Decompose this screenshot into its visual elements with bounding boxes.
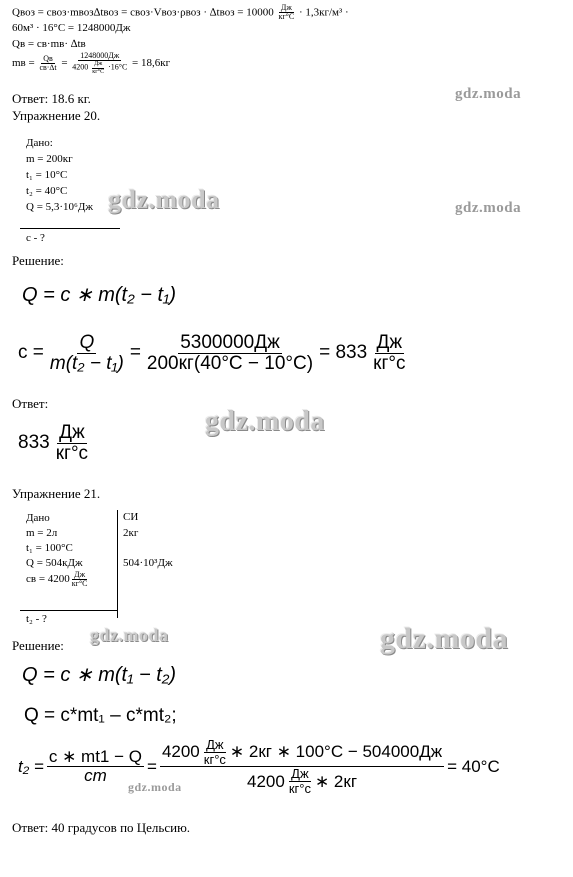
ex20-c-frac2-num: 5300000Дж xyxy=(180,332,280,353)
ex21-title: Упражнение 21. xyxy=(12,486,101,501)
eq1-value: 10000 xyxy=(246,6,274,19)
ex21-t2-frac2-den-pre: 4200 xyxy=(247,771,285,791)
ex20-c-frac1-den: m(t₂ − t₁) xyxy=(49,352,124,374)
ex21-t2-result: = 40°С xyxy=(447,756,500,776)
eq4-big-den-unit-num: Дж xyxy=(94,61,103,68)
eq3: Qв = cв·mв· ∆tв xyxy=(12,38,86,50)
ex20-c-equation xyxy=(18,333,408,374)
ex21-find: t₂ - ? xyxy=(26,613,47,625)
ex21-si-value: 2кг xyxy=(123,527,139,539)
ex20-answer-unit-num: Дж xyxy=(59,422,85,443)
eq4-frac-big xyxy=(70,52,129,75)
ex21-cv xyxy=(26,571,89,589)
ex21-formula1: Q = c ∗ m(t₁ − t₂) xyxy=(22,664,177,686)
eq4 xyxy=(12,52,170,75)
eq4-big-den-pre: 4200 xyxy=(72,63,89,73)
eq4-big-den xyxy=(70,61,129,75)
watermark: gdz.moda xyxy=(128,780,182,794)
ex21-si-value: 504·10³Дж xyxy=(123,557,173,569)
ex20-c-left: c = xyxy=(18,342,44,364)
ex21-t2-frac2-den-unit-den: кг°с xyxy=(288,780,311,796)
ex20-c-frac2-den: 200кг(40°С − 10°С) xyxy=(146,352,314,374)
eq4-left: mв = xyxy=(12,57,38,70)
ex20-c-unit-num: Дж xyxy=(376,332,403,353)
ex20-title: Упражнение 20. xyxy=(12,108,101,123)
ex20-c-eq: = xyxy=(129,342,141,364)
ex20-given xyxy=(26,135,93,215)
ex20-find: c - ? xyxy=(26,232,45,244)
ex20-solution-label: Решение: xyxy=(12,253,64,268)
watermark: gdz.moda xyxy=(108,185,220,214)
eq4-big-den-unit xyxy=(90,61,106,75)
ex21-t2-frac2-num xyxy=(160,738,444,767)
ex20-given-item: m = 200кг xyxy=(26,153,73,165)
ex21-given xyxy=(26,511,89,589)
ex21-t2-frac2-den-unit xyxy=(287,767,313,795)
ex20-c-unit xyxy=(371,333,407,374)
ex21-cv-pre: cв = 4200 xyxy=(26,573,70,586)
eq4-mid-eq: = xyxy=(61,57,71,70)
ex21-given-item: t₁ = 100°С xyxy=(26,542,73,554)
ex20-answer-label: Ответ: xyxy=(12,396,49,411)
prev-answer: Ответ: 18.6 кг. xyxy=(12,91,91,106)
ex21-given-title: Дано xyxy=(26,512,50,524)
watermark: gdz.moda xyxy=(90,625,169,645)
watermark: gdz.moda xyxy=(455,86,522,102)
ex20-answer-unit-den: кг°с xyxy=(55,442,89,464)
ex21-given-divider xyxy=(20,610,118,611)
eq1-right: · 1,3кг/м³ · xyxy=(298,6,349,19)
eq4-frac-num: Qв xyxy=(43,53,53,63)
given-divider xyxy=(20,228,120,229)
ex21-t2-frac2-den-post: ∗ 2кг xyxy=(314,771,358,791)
ex21-t2-frac1-num: c ∗ mt1 − Q xyxy=(48,747,142,767)
ex21-t2-frac2-num-unit xyxy=(202,738,228,766)
ex20-given-title: Дано: xyxy=(26,137,53,149)
ex20-answer-value: 833 xyxy=(18,432,50,454)
ex20-answer xyxy=(18,423,90,464)
ex20-c-frac1 xyxy=(48,333,126,374)
ex20-c-eq2: = 833 xyxy=(319,342,368,364)
ex21-t2-frac2-num-pre: 4200 xyxy=(161,742,200,762)
ex21-solution-label: Решение: xyxy=(12,638,64,653)
watermark: gdz.moda xyxy=(205,406,325,437)
si-vertical-divider xyxy=(117,510,118,618)
ex20-formula: Q = c ∗ m(t₂ − t₁) xyxy=(22,284,177,306)
ex21-cv-unit-num: Дж xyxy=(74,570,86,579)
ex21-t2-frac2-den-unit-num: Дж xyxy=(291,766,309,782)
watermark: gdz.moda xyxy=(455,200,522,216)
ex21-answer: Ответ: 40 градусов по Цельсию. xyxy=(12,820,191,835)
eq4-big-den-unit-den: кг°С xyxy=(92,68,105,75)
ex20-c-unit-den: кг°с xyxy=(373,352,406,374)
ex21-given-item: m = 2л xyxy=(26,527,58,539)
eq2: 60м³ · 16°С = 1248000Дж xyxy=(12,22,131,34)
eq1-unit xyxy=(277,4,297,22)
ex21-t2-frac2-num-unit-num: Дж xyxy=(206,737,224,752)
eq4-result: = 18,6кг xyxy=(132,57,171,70)
eq4-frac-den: cв·∆t xyxy=(39,62,57,72)
watermark: gdz.moda xyxy=(380,622,509,655)
ex20-c-frac1-num: Q xyxy=(79,332,95,353)
ex21-t2-frac2-den xyxy=(245,767,359,795)
ex21-t2-frac2-num-unit-den: кг°с xyxy=(203,751,226,767)
eq4-big-den-post: ·16°С xyxy=(108,63,128,73)
ex20-given-item: Q = 5,3·10⁶Дж xyxy=(26,201,93,213)
eq4-big-num: 1248000Дж xyxy=(80,51,120,60)
ex21-t2-equation xyxy=(18,738,500,796)
ex21-cv-unit xyxy=(70,571,90,589)
ex20-given-item: t₁ = 10°С xyxy=(26,169,68,181)
ex21-t2-left: t₂ = xyxy=(18,756,44,776)
ex21-t2-frac1-den: cm xyxy=(84,766,107,786)
ex21-given-item: Q = 504кДж xyxy=(26,557,83,569)
eq1-left: Qвоз = cвоз·mвоз∆tвоз = cвоз·Vвоз·ρвоз · ∆tвоз = xyxy=(12,6,247,19)
eq1-unit-num: Дж xyxy=(280,3,292,12)
ex21-cv-unit-den: кг°С xyxy=(71,579,88,589)
ex21-t2-frac2-num-post: ∗ 2кг ∗ 100°С − 504000Дж xyxy=(229,742,443,762)
ex20-c-frac2 xyxy=(145,333,315,374)
ex21-t2-frac2 xyxy=(160,738,444,796)
eq4-frac-small xyxy=(37,55,58,73)
ex21-formula2: Q = c*mt₁ – c*mt₂; xyxy=(24,705,177,726)
eq1 xyxy=(12,4,349,22)
eq1-unit-den: кг°С xyxy=(278,12,295,22)
ex21-si-title: СИ xyxy=(123,511,139,523)
ex20-answer-unit xyxy=(54,423,90,464)
ex20-given-item: t₂ = 40°С xyxy=(26,185,68,197)
ex21-t2-eq: = xyxy=(147,756,157,776)
